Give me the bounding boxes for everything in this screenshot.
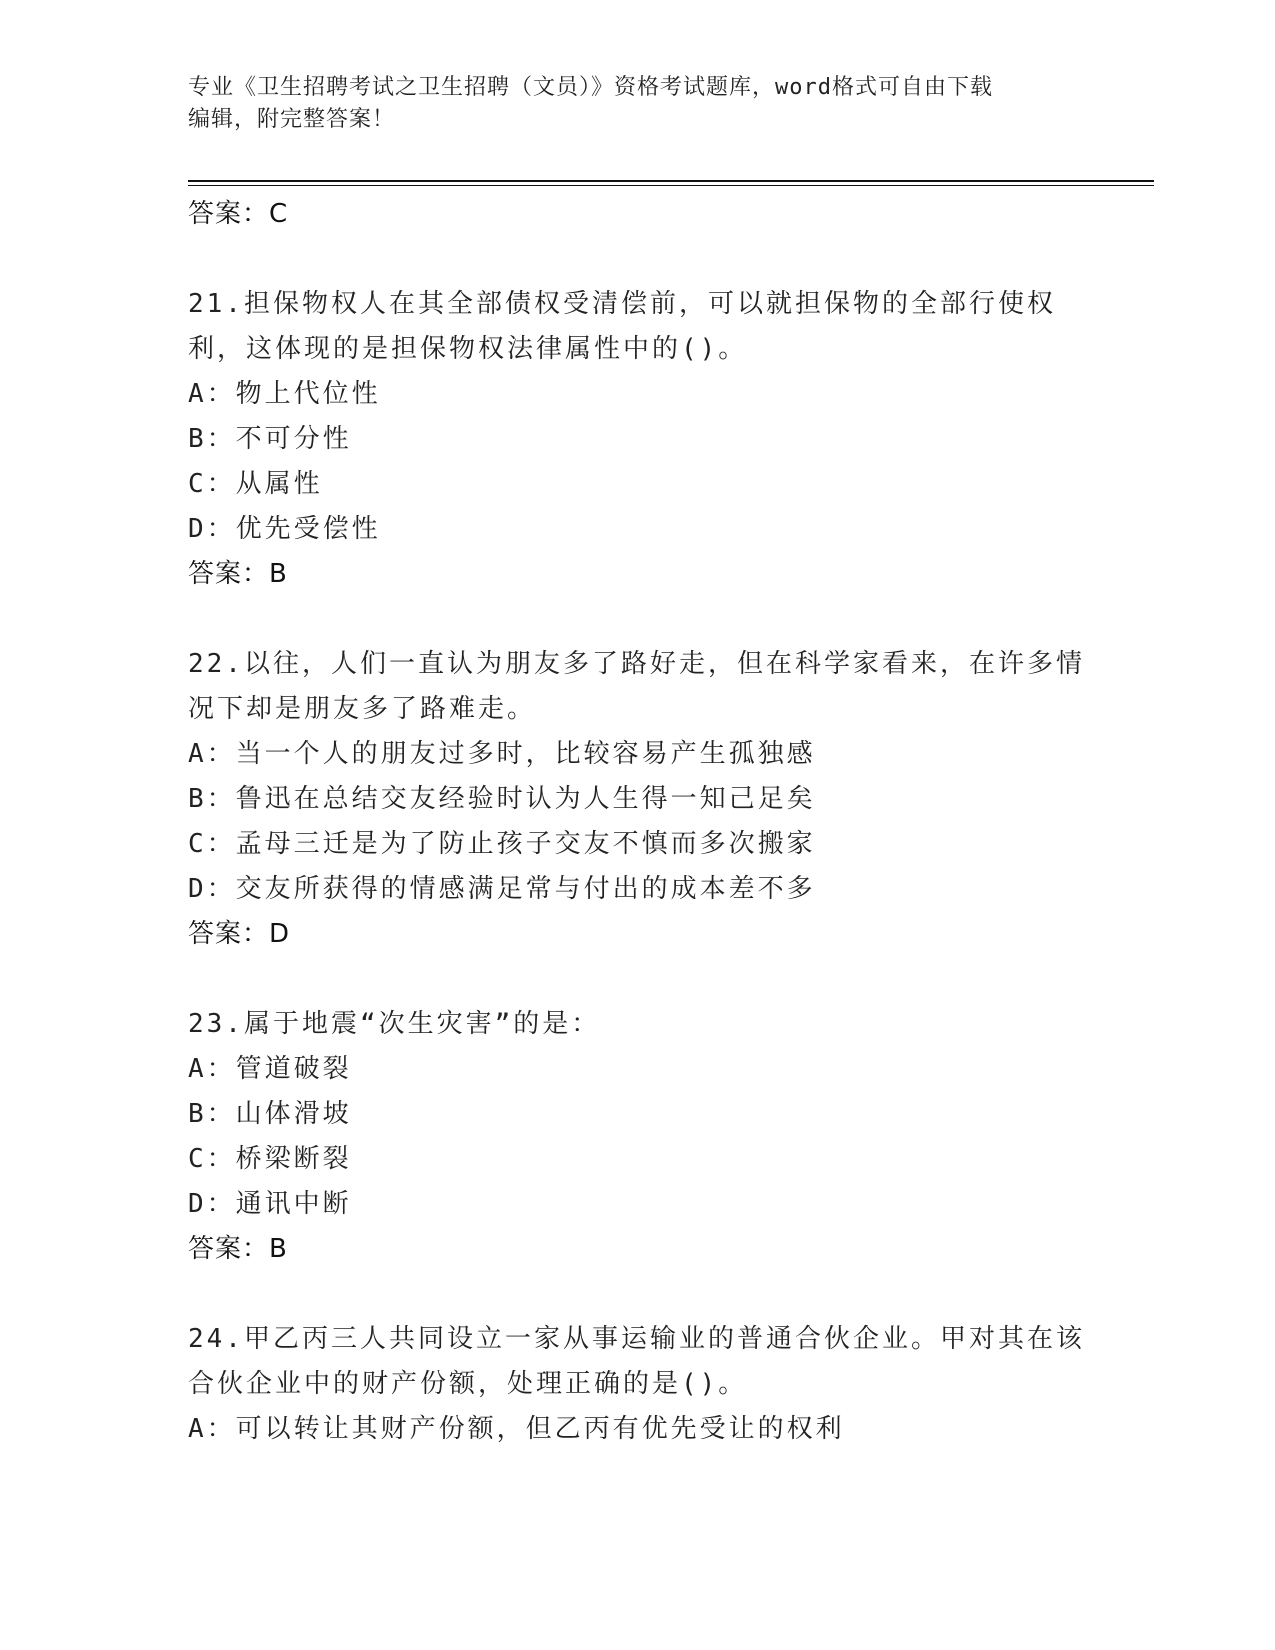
option-b: B：鲁迅在总结交友经验时认为人生得一知己足矣	[188, 784, 816, 814]
option-d: D：通讯中断	[188, 1189, 352, 1219]
option-a: A：可以转让其财产份额，但乙丙有优先受让的权利	[188, 1414, 845, 1444]
option-b: B：山体滑坡	[188, 1099, 352, 1129]
option-d: D：优先受偿性	[188, 514, 381, 544]
answer-line: 答案：D	[188, 919, 291, 949]
option-c: C：从属性	[188, 469, 323, 499]
question-22	[188, 642, 1088, 956]
option-d: D：交友所获得的情感满足常与付出的成本差不多	[188, 874, 816, 904]
question-stem: 24.甲乙丙三人共同设立一家从事运输业的普通合伙企业。甲对其在该合伙企业中的财产份额，处理正确的是()。	[188, 1324, 1085, 1399]
header-divider-thick	[188, 180, 1154, 182]
option-b: B：不可分性	[188, 424, 352, 454]
question-stem: 21.担保物权人在其全部债权受清偿前，可以就担保物的全部行使权利，这体现的是担保物权法律属性中的()。	[188, 289, 1056, 364]
header-divider-thin	[188, 185, 1154, 186]
question-21	[188, 282, 1088, 596]
document-header	[188, 72, 1088, 136]
answer-line: 答案：B	[188, 559, 288, 589]
question-23	[188, 1002, 1088, 1271]
question-list	[188, 188, 1088, 1452]
question-24	[188, 1317, 1088, 1452]
option-a: A：当一个人的朋友过多时，比较容易产生孤独感	[188, 739, 816, 769]
question-stem: 23.属于地震“次生灾害”的是：	[188, 1009, 601, 1039]
option-c: C：桥梁断裂	[188, 1144, 352, 1174]
answer-line: 答案：B	[188, 1234, 288, 1264]
header-line-1: 专业《卫生招聘考试之卫生招聘（文员）》资格考试题库，word格式可自由下载	[188, 75, 993, 100]
header-line-2: 编辑，附完整答案！	[188, 107, 396, 132]
option-a: A：物上代位性	[188, 379, 381, 409]
answer-line: 答案：C	[188, 199, 289, 229]
option-a: A：管道破裂	[188, 1054, 352, 1084]
option-c: C：孟母三迁是为了防止孩子交友不慎而多次搬家	[188, 829, 816, 859]
question-stem: 22.以往，人们一直认为朋友多了路好走，但在科学家看来，在许多情况下却是朋友多了路难走。	[188, 649, 1085, 724]
